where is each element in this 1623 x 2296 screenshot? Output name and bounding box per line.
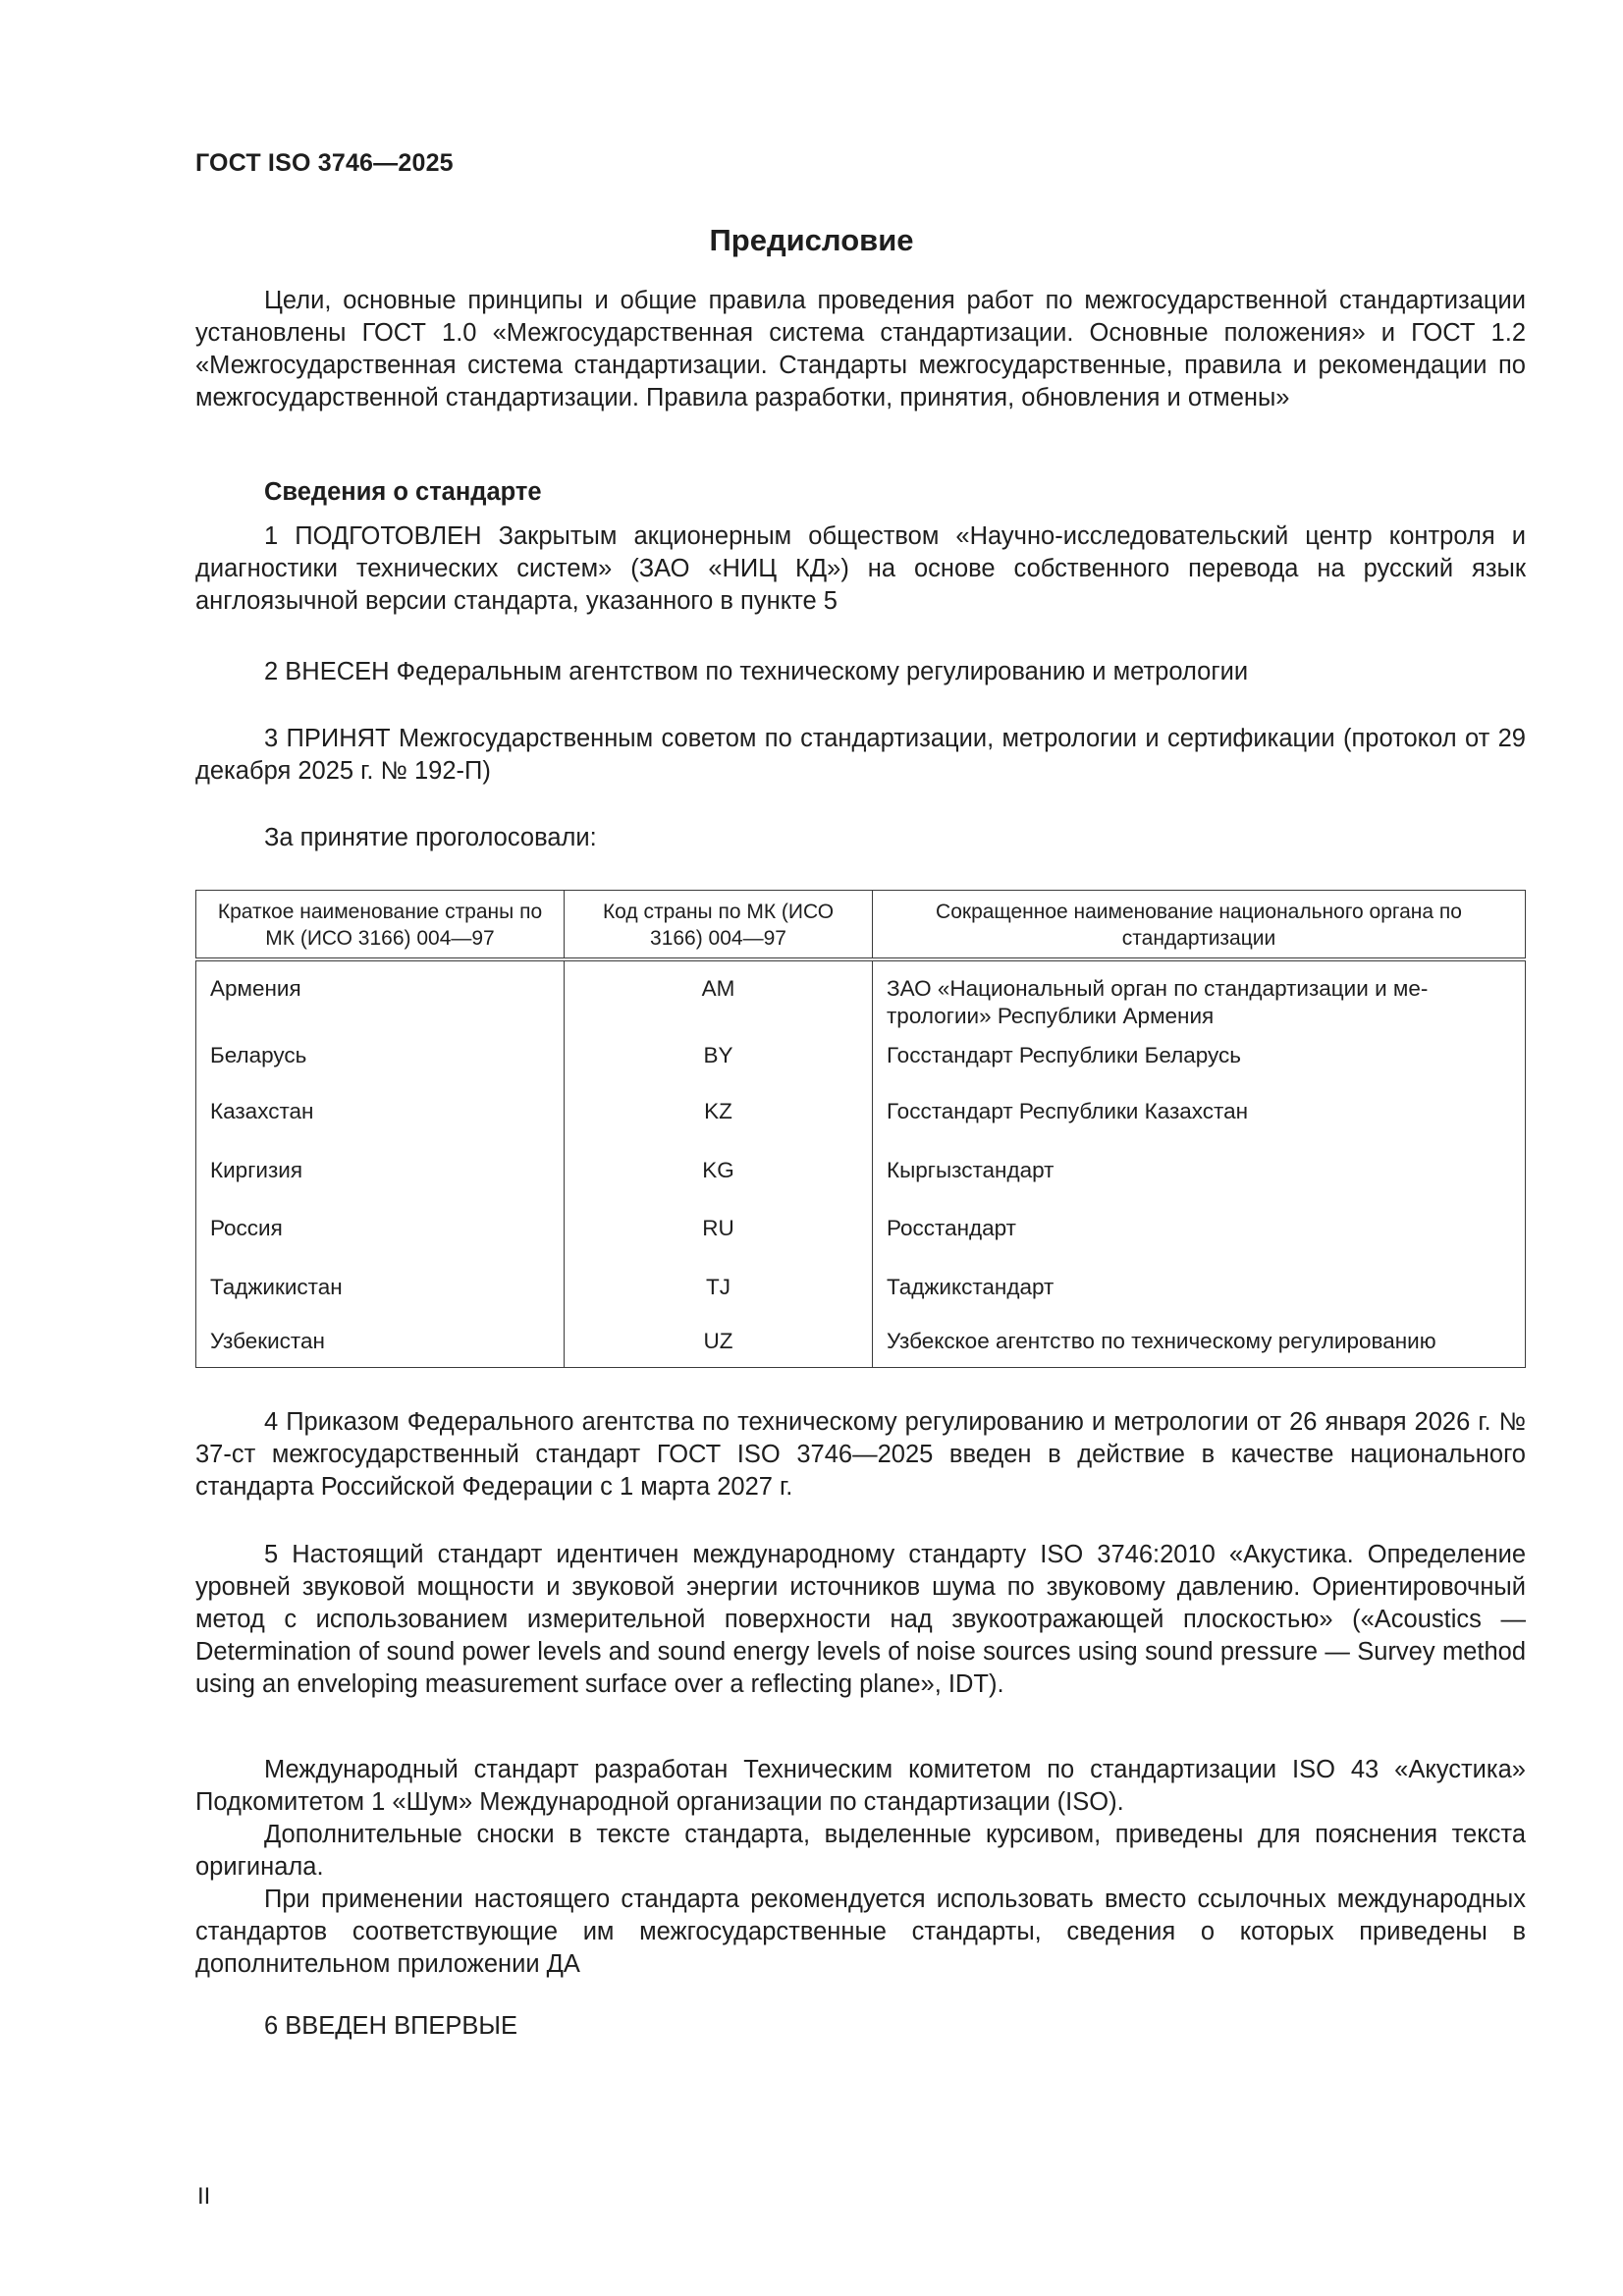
item-5-paragraph-2: Международный стандарт разработан Техническим комитетом по стандартизации ISO 43 «Акустика» Подкомитетом 1 «Шум» Международной организации по стандартизации (ISO). bbox=[195, 1756, 1526, 1816]
table-row bbox=[196, 1328, 1526, 1367]
item-5-paragraph-3: Дополнительные сноски в тексте стандарта, выделенные курсивом, приведены для пояснения текста оригинала. bbox=[195, 1821, 1526, 1881]
voted-label: За принятие проголосовали: bbox=[264, 824, 597, 851]
document-header: ГОСТ ISO 3746—2025 bbox=[195, 149, 454, 177]
section-heading: Сведения о стандарте bbox=[264, 478, 542, 506]
standards-body: Кыргызстандарт bbox=[873, 1157, 1526, 1215]
country-code: RU bbox=[565, 1215, 873, 1274]
page-number: II bbox=[197, 2183, 211, 2210]
header-standards-body: Сокращенное наименование национального органа по стандартизации bbox=[873, 891, 1526, 960]
header-country-code: Код страны по МК (ИСО 3166) 004—97 bbox=[565, 891, 873, 960]
table-row bbox=[196, 1042, 1526, 1098]
table-row bbox=[196, 1274, 1526, 1328]
table-row bbox=[196, 1215, 1526, 1274]
country-name: Беларусь bbox=[196, 1042, 565, 1098]
item-2: 2 ВНЕСЕН Федеральным агентством по техническому регулированию и метрологии bbox=[264, 658, 1249, 685]
standards-body: Госстандарт Республики Казахстан bbox=[873, 1098, 1526, 1157]
country-name: Таджикистан bbox=[196, 1274, 565, 1328]
table-row bbox=[196, 1098, 1526, 1157]
country-name: Киргизия bbox=[196, 1157, 565, 1215]
country-code: KG bbox=[565, 1157, 873, 1215]
table-row bbox=[196, 959, 1526, 1042]
item-5-paragraph-4: При применении настоящего стандарта рекомендуется использовать вместо ссылочных международных стандартов соответствующие им межгосударственные стандарты, сведения о которых приведены в дополнительном приложении ДА bbox=[195, 1886, 1526, 1978]
table-row bbox=[196, 1157, 1526, 1215]
country-code: KZ bbox=[565, 1098, 873, 1157]
item-1: 1 ПОДГОТОВЛЕН Закрытым акционерным обществом «Научно-исследовательский центр контроля и диагностики технических систем» (ЗАО «НИЦ КД») на основе собственного перевода на русский язык англоязычной версии стандарта, указанного в пункте 5 bbox=[195, 522, 1526, 615]
voting-table bbox=[195, 890, 1526, 1368]
country-name: Армения bbox=[196, 959, 565, 1042]
item-6: 6 ВВЕДЕН ВПЕРВЫЕ bbox=[264, 2012, 518, 2040]
country-code: BY bbox=[565, 1042, 873, 1098]
country-name: Узбекистан bbox=[196, 1328, 565, 1367]
standards-body: Росстандарт bbox=[873, 1215, 1526, 1274]
intro-paragraph: Цели, основные принципы и общие правила проведения работ по межгосударственной стандартизации установлены ГОСТ 1.0 «Межгосударственная система стандартизации. Основные положения» и ГОСТ 1.2 «Межгосударственная система стандартизации. Стандарты межгосударственные, правила и рекомендации по межгосударственной стандартизации. Правила разработки, принятия, обновления и отмены» bbox=[195, 287, 1526, 411]
standards-body: Госстандарт Республики Беларусь bbox=[873, 1042, 1526, 1098]
item-5: 5 Настоящий стандарт идентичен международному стандарту ISO 3746:2010 «Акустика. Определение уровней звуковой мощности и звуковой энергии источников шума по звуковому давлению. Ориентировочный метод с использованием измерительной поверхности над звукоотражающей плоскостью» («Acoustics — Determination of sound power levels and sound energy levels of noise sources using sound pressure — Survey method using an enveloping measurement surface over a reflecting plane», IDT). bbox=[195, 1541, 1526, 1698]
table-header-row bbox=[196, 891, 1526, 960]
item-4: 4 Приказом Федерального агентства по техническому регулированию и метрологии от 26 января 2026 г. № 37-ст межгосударственный стандарт ГОСТ ISO 3746—2025 введен в действие в качестве национального стандарта Российской Федерации с 1 марта 2027 г. bbox=[195, 1408, 1526, 1501]
country-code: UZ bbox=[565, 1328, 873, 1367]
standards-body: ЗАО «Национальный орган по стандартизации и метрологии» Республики Армения bbox=[873, 959, 1526, 1042]
header-country-name: Краткое наименование страны по МК (ИСО 3166) 004—97 bbox=[196, 891, 565, 960]
standards-body: Узбекское агентство по техническому регулированию bbox=[873, 1328, 1526, 1367]
standards-body: Таджикстандарт bbox=[873, 1274, 1526, 1328]
country-name: Казахстан bbox=[196, 1098, 565, 1157]
item-3: 3 ПРИНЯТ Межгосударственным советом по стандартизации, метрологии и сертификации (протокол от 29 декабря 2025 г. № 192-П) bbox=[195, 725, 1526, 785]
country-name: Россия bbox=[196, 1215, 565, 1274]
country-code: TJ bbox=[565, 1274, 873, 1328]
page-title: Предисловие bbox=[709, 223, 914, 257]
country-code: AM bbox=[565, 959, 873, 1042]
